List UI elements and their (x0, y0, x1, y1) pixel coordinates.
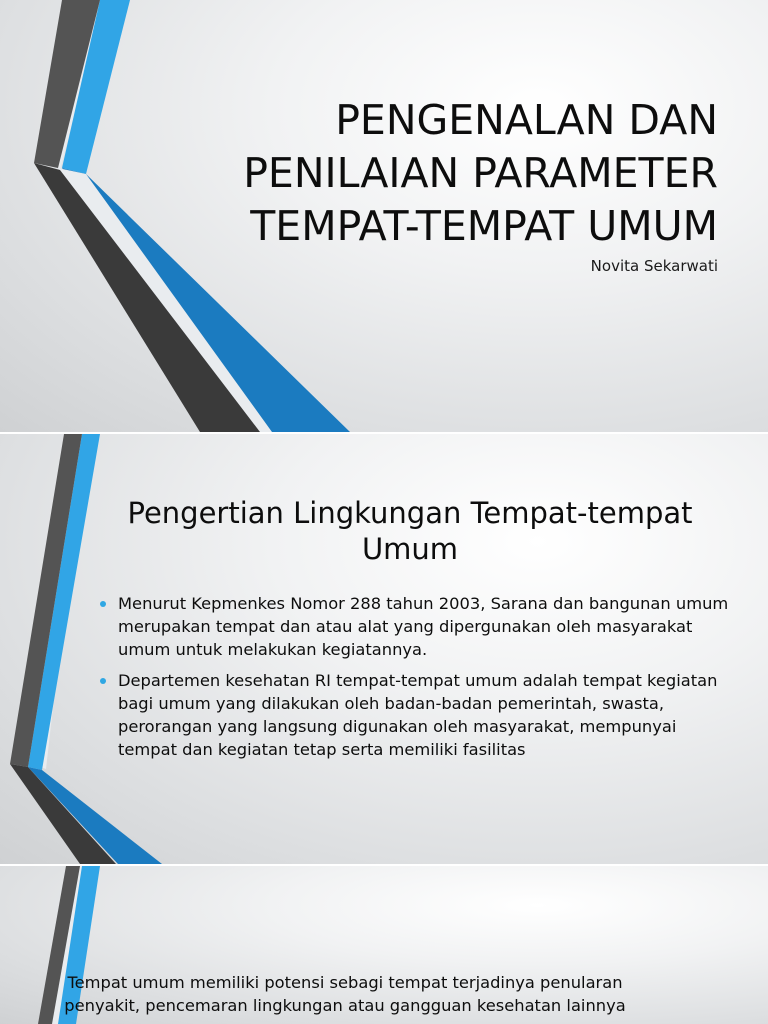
bullet-text: Departemen kesehatan RI tempat-tempat umum adalah tempat kegiatan bagi umum yang dilakukan oleh badan-badan pemerintah, swasta, perorangan yang langsung digunakan oleh masyarakat, mempunyai tempat dan kegiatan tetap serta memiliki fasilitas (118, 671, 718, 759)
bullet-dot-icon (100, 601, 106, 607)
stripe-bottom-gray (10, 764, 116, 864)
slide-paragraph: Tempat umum memiliki potensi sebagi tempat terjadinya penularan penyakit, pencemaran lingkungan atau gangguan kesehatan lainnya (64, 973, 626, 1015)
content-slide (0, 866, 768, 1024)
slide-title: PENGENALAN DAN PENILAIAN PARAMETER TEMPAT-TEMPAT UMUM (243, 96, 718, 250)
slide-subtitle: Novita Sekarwati (590, 257, 718, 275)
bullet-item (98, 592, 733, 661)
bullet-list (98, 592, 733, 769)
title-slide (0, 0, 768, 432)
bullet-dot-icon (100, 678, 106, 684)
slide-title: Pengertian Lingkungan Tempat-tempat Umum (127, 496, 693, 566)
content-slide (0, 434, 768, 864)
bullet-text: Menurut Kepmenkes Nomor 288 tahun 2003, Sarana dan bangunan umum merupakan tempat dan atau alat yang dipergunakan oleh masyarakat umum untuk melakukan kegiatannya. (118, 594, 729, 659)
bullet-item (98, 669, 733, 761)
